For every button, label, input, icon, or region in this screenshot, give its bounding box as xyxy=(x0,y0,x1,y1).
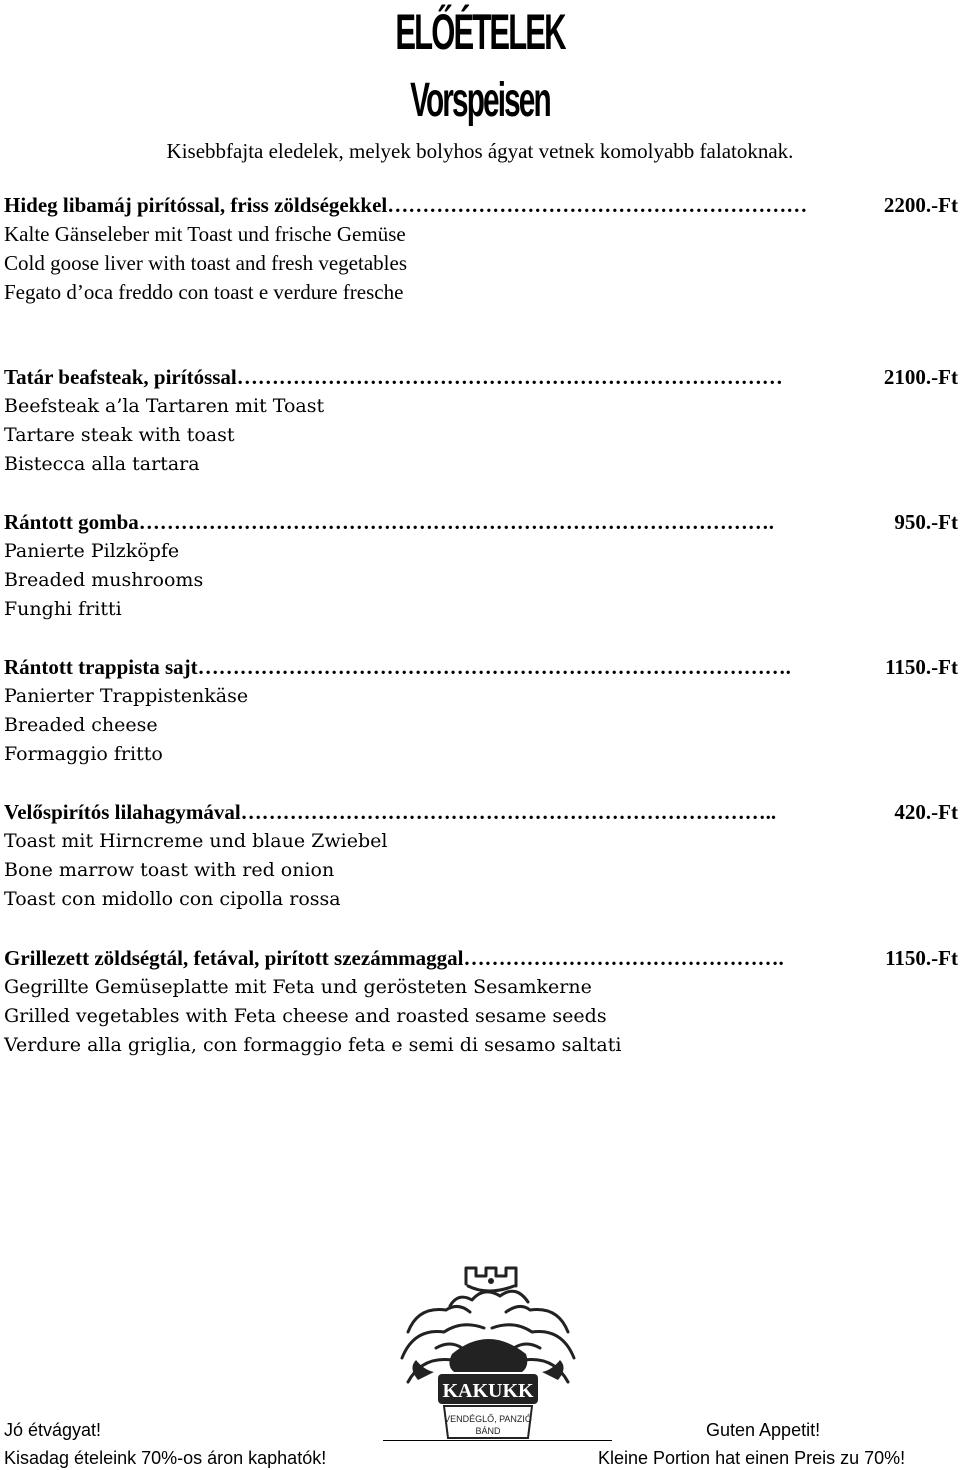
menu-item-header xyxy=(4,507,958,537)
menu-item-price: 950.-Ft xyxy=(894,510,958,534)
menu-item-name: Tatár beafsteak, pirítóssal xyxy=(4,365,237,389)
menu-item-price: 1150.-Ft xyxy=(885,946,958,970)
translation-italian: Bistecca alla tartara xyxy=(4,453,200,475)
translation-italian: Funghi fritti xyxy=(4,598,122,620)
dot-leader: ………………………………………………………………….. xyxy=(240,800,777,824)
dot-leader: …………………………………………………………………… xyxy=(236,365,783,389)
subtitle: Kisebbfajta eledelek, melyek bolyhos ágyat vetnek komolyabb falatoknak. xyxy=(166,139,794,163)
menu-item xyxy=(4,190,958,307)
menu-item xyxy=(4,362,958,479)
translation-english: Breaded mushrooms xyxy=(4,569,204,591)
title-german: Vorspeisen xyxy=(410,74,550,127)
menu-item xyxy=(4,943,958,1060)
translation-german: Panierter Trappistenkäse xyxy=(4,685,249,707)
dot-leader: …………………………………………………… xyxy=(387,193,808,217)
menu-item-header xyxy=(4,362,958,392)
translation-italian: Verdure alla griglia, con formaggio feta e semi di sesamo saltati xyxy=(4,1034,622,1056)
translation-english: Tartare steak with toast xyxy=(4,424,235,446)
menu-item-header xyxy=(4,652,958,682)
translation-english: Bone marrow toast with red onion xyxy=(4,859,335,881)
footer-left-bottom: Kisadag ételeink 70%-os áron kaphatók! xyxy=(4,1448,327,1468)
translation-german: Toast mit Hirncreme und blaue Zwiebel xyxy=(4,830,388,852)
menu-item xyxy=(4,652,958,769)
translation-english: Breaded cheese xyxy=(4,714,158,736)
translation-german: Kalte Gänseleber mit Toast und frische Gemüse xyxy=(4,222,406,246)
menu-item-price: 2100.-Ft xyxy=(883,365,958,389)
translation-italian: Toast con midollo con cipolla rossa xyxy=(4,888,341,910)
footer-divider xyxy=(383,1440,612,1441)
translation-german: Beefsteak a’la Tartaren mit Toast xyxy=(4,395,325,417)
translation-german: Panierte Pilzköpfe xyxy=(4,540,180,562)
menu-item xyxy=(4,797,958,914)
dot-leader: ………………………………………. xyxy=(463,946,784,970)
translation-italian: Formaggio fritto xyxy=(4,743,163,765)
translation-italian: Fegato d’oca freddo con toast e verdure fresche xyxy=(4,280,404,304)
logo-tagline: VENDÉGLŐ, PANZIÓ xyxy=(444,1414,532,1424)
menu-item-header xyxy=(4,190,958,220)
menu-item-name: Hideg libamáj pirítóssal, friss zöldségekkel xyxy=(4,193,388,217)
footer-right-bottom: Kleine Portion hat einen Preis zu 70%! xyxy=(598,1448,906,1468)
translation-english: Cold goose liver with toast and fresh vegetables xyxy=(4,251,407,275)
footer-left-top: Jó étvágyat! xyxy=(4,1420,102,1440)
dot-leader: …………………………………………………………………………. xyxy=(197,655,791,679)
logo-place: BÁND xyxy=(475,1426,501,1436)
menu-item-price: 1150.-Ft xyxy=(885,655,958,679)
translation-german: Gegrillte Gemüseplatte mit Feta und gerösteten Sesamkerne xyxy=(4,976,592,998)
menu-item-header xyxy=(4,797,958,827)
menu-item-header xyxy=(4,943,958,973)
menu-item-name: Velőspirítós lilahagymával xyxy=(4,800,241,824)
title-hungarian: ELŐÉTELEK xyxy=(395,4,565,60)
menu-item-name: Rántott gomba xyxy=(4,510,139,534)
translation-english: Grilled vegetables with Feta cheese and roasted sesame seeds xyxy=(4,1005,607,1027)
footer-right-top: Guten Appetit! xyxy=(706,1420,821,1440)
menu-item-name: Rántott trappista sajt xyxy=(4,655,198,679)
kakukk-logo xyxy=(388,1262,588,1444)
menu-item-price: 420.-Ft xyxy=(894,800,958,824)
menu-item xyxy=(4,507,958,624)
menu-item-price: 2200.-Ft xyxy=(883,193,958,217)
logo-name: KAKUKK xyxy=(442,1380,534,1402)
dot-leader: ………………………………………………………………………………. xyxy=(138,510,774,534)
menu-item-name: Grillezett zöldségtál, fetával, pirított szezámmaggal xyxy=(4,946,464,970)
